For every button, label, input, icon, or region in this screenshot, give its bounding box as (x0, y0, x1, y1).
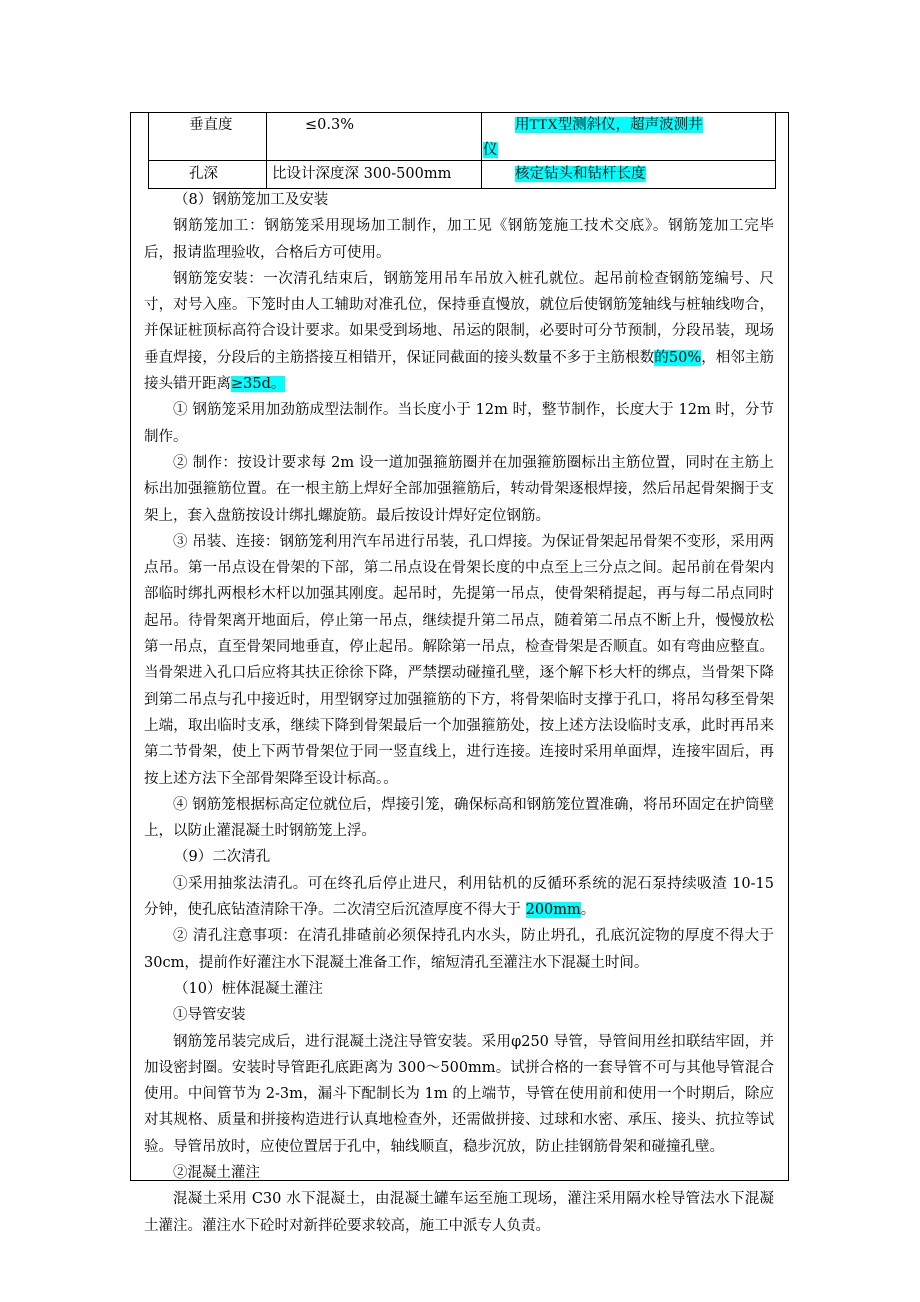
paragraph: ② 清孔注意事项：在清孔排碴前必须保持孔内水头，防止坍孔，孔底沉淀物的厚度不得大于 30cm，提前作好灌注水下混凝土准备工作，缩短清孔至灌注水下混凝土时间。 (144, 928, 774, 971)
subheading: ②混凝土灌注 (173, 1164, 260, 1181)
row1-method-wrap (483, 137, 498, 164)
row2-item: 孔深 (189, 166, 218, 182)
row1-method-part: 型测斜仪，超声波测井 (557, 117, 703, 133)
section-heading: （10）桩体混凝土灌注 (174, 980, 323, 997)
document-body (144, 187, 774, 1239)
row2-requirement: 比设计深度深 300-500mm (272, 166, 452, 182)
table-divider (481, 112, 482, 188)
paragraph: 钢筋笼吊装完成后，进行混凝土浇注导管安装。采用φ250 导管，导管间用丝扣联结牢固，并加设密封圈。安装时导管距孔底距离为 300～500mm。试拼合格的一套导管不可与其他导管混合使用。中间管节为 2-3m，漏斗下配制长为 1m 的上端节，导管在使用前和使用一个时期后，除应对其规格、质量和拼接构造进行认真地检查外，还需做拼接、过球和水密、承压、接头、抗拉等试验。导管吊放时，应使位置居于孔中，轴线顺直，稳步沉放，防止挂钢筋骨架和碰撞孔壁。 (144, 1033, 774, 1155)
paragraph (144, 871, 774, 924)
paragraph: ③ 吊装、连接：钢筋笼利用汽车吊进行吊装，孔口焊接。为保证骨架起吊骨架不变形，采用两点吊。第一吊点设在骨架的下部，第二吊点设在骨架长度的中点至上三分点之间。起吊前在骨架内部临时绑扎两根杉木杆以加强其刚度。起吊时，先提第一吊点，使骨架稍提起，再与每二吊点同时起吊。待骨架离开地面后，停止第一吊点，继续提升第二吊点，随着第二吊点不断上升，慢慢放松第一吊点，直至骨架同地垂直，停止起吊。解除第一吊点，检查骨架是否顺直。如有弯曲应整直。当骨架进入孔口后应将其扶正徐徐下降，严禁摆动碰撞孔壁，逐个解下杉大杆的绑点，当骨架下降到第二吊点与孔中接近时，用型钢穿过加强箍筋的下方，将骨架临时支撑于孔口，将吊勾移至骨架上端，取出临时支承，继续下降到骨架最后一个加强箍筋处，按上述方法设临时支承，此时再吊来第二节骨架，使上下两节骨架位于同一竖直线上，进行连接。连接时采用单面焊，连接牢固后，再按上述方法下全部骨架降至设计标高。。 (144, 533, 774, 787)
paragraph-text: ，相邻主筋接头错开距离 (144, 349, 775, 393)
highlight: 200mm (525, 902, 581, 919)
spec-table (148, 112, 776, 189)
paragraph: 混凝土采用 C30 水下混凝土，由混凝土罐车运至施工现场，灌注采用隔水栓导管法水下混凝土灌注。灌注水下砼时对新拌砼要求较高，施工中派专人负责。 (144, 1191, 774, 1234)
subheading: ①导管安装 (173, 1007, 246, 1024)
paragraph (144, 266, 774, 397)
table-divider (266, 112, 267, 188)
paragraph-text: 。 (580, 902, 596, 919)
section-heading: （8）钢筋笼加工及安装 (174, 192, 329, 208)
row1-requirement: ≤0.3% (305, 117, 354, 133)
row2-method (515, 161, 646, 188)
paragraph: ② 制作：按设计要求每 2m 设一道加强箍筋圈并在加强箍筋圈标出主筋位置，同时在主筋上标出加强箍筋位置。在一根主筋上焊好全部加强箍筋后，转动骨架逐根焊接，然后吊起骨架搁于支架上，套入盘筋按设计绑扎螺旋筋。最后按设计焊好定位钢筋。 (144, 454, 774, 524)
row1-method-part: TTX (529, 117, 558, 133)
paragraph: 钢筋笼加工：钢筋笼采用现场加工制作，加工见《钢筋笼施工技术交底》。钢筋笼加工完毕后，报请监理验收，合格后方可使用。 (144, 218, 774, 261)
paragraph-text: 钢筋笼安装：一次清孔结束后，钢筋笼用吊车吊放入桩孔就位。起吊前检查钢筋笼编号、尺寸，对号入座。下笼时由人工辅助对准孔位，保持垂直慢放，就位后使钢筋笼轴线与桩轴线吻合，并保证桩顶标高符合设计要求。如果受到场地、吊运的限制，必要时可分节预制，分段吊装，现场垂直焊接，分段后的主筋搭接互相错开，保证同截面的接头数量不多于主筋根数 (144, 270, 774, 366)
paragraph: ④ 钢筋笼根据标高定位就位后，焊接引笼，确保标高和钢筋笼位置准确，将吊环固定在护筒壁上，以防止灌混凝土时钢筋笼上浮。 (144, 796, 774, 840)
section-heading: （9）二次清孔 (174, 849, 271, 866)
highlight: 的50% (654, 349, 702, 366)
row1-method-part: 用 (515, 117, 530, 133)
row1-item: 垂直度 (189, 117, 233, 133)
row1-method-part: 仪 (483, 142, 498, 158)
row2-method-part: 核定钻头和钻杆长度 (515, 166, 646, 182)
paragraph-text: ①采用抽浆法清孔。可在终孔后停止进尺，利用钻机的反循环系统的泥石泵持续吸渣 10-15 分钟，使孔底钻渣清除干净。二次清空后沉渣厚度不得大于 (144, 875, 774, 919)
table-divider (149, 160, 775, 161)
row1-method (515, 112, 743, 139)
paragraph: ① 钢筋笼采用加劲筋成型法制作。当长度小于 12m 时，整节制作，长度大于 12m 时，分节制作。 (144, 402, 774, 445)
highlight: ≥35d。 (231, 376, 286, 393)
